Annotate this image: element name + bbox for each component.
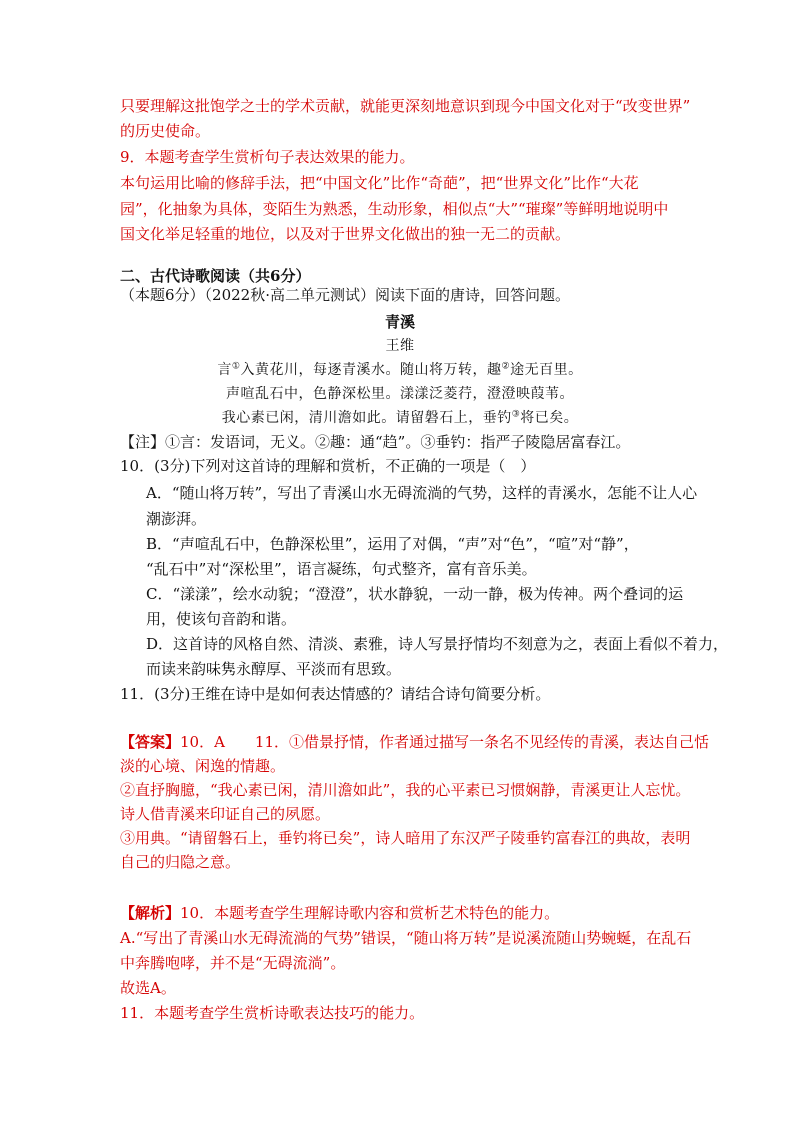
poem-line-1-part-c: 途无百里。: [510, 362, 583, 378]
answer-line-4: 诗人借青溪来印证自己的夙愿。: [120, 805, 331, 823]
footnote-marker-2: ②: [501, 361, 511, 372]
q10-stem: 10．(3分)下列对这首诗的理解和赏析，不正确的一项是（ ）: [120, 457, 536, 475]
answer-text-1: 10．A 11．①借景抒情，作者通过描写一条名不见经传的青溪，表达自己恬: [180, 733, 710, 751]
analysis-line-3: 中奔腾咆哮，并不是“无碍流淌”。: [120, 954, 346, 972]
q10-option-d-line-2: 而读来韵味隽永醇厚、平淡而有思致。: [146, 660, 402, 678]
answer-line-6: 自己的归隐之意。: [120, 853, 241, 871]
answer-line-5: ③用典。“请留磐石上，垂钓将已矣”，诗人暗用了东汉严子陵垂钓富春江的典故，表明: [120, 829, 691, 847]
answer-line-3: ②直抒胸臆，“我心素已闲，清川澹如此”，我的心平素已习惯娴静，青溪更让人忘忧。: [120, 781, 691, 799]
poem-line-1-part-b: 入黄花川，每逐青溪水。随山将万转，趣: [240, 362, 502, 378]
poem-author: 王维: [385, 338, 415, 354]
poem-line-3: [0, 408, 800, 428]
analysis-text-1: 10．本题考查学生理解诗歌内容和赏析艺术特色的能力。: [180, 904, 560, 922]
intro-line-2: 的历史使命。: [120, 122, 211, 140]
footnote-marker-3: ③: [511, 409, 521, 420]
analysis-line-4: 故选A。: [120, 979, 176, 997]
q10-option-a-line-1: A．“随山将万转”，写出了青溪山水无碍流淌的气势，这样的青溪水，怎能不让人心: [146, 484, 698, 502]
poem-title: 青溪: [384, 313, 415, 331]
q9-line-2: 园”，化抽象为具体，变陌生为熟悉，生动形象，相似点“大”“璀璨”等鲜明地说明中: [120, 200, 669, 218]
answer-tag: 【答案】: [120, 733, 181, 751]
q10-option-c-line-1: C．“漾漾”，绘水动貌；“澄澄”，状水静貌，一动一静，极为传神。两个叠词的运: [146, 585, 684, 603]
footnote-marker-1: ①: [231, 361, 241, 372]
poem-line-3-part-b: 将已矣。: [520, 410, 579, 426]
q10-option-b-line-1: B．“声喧乱石中，色静深松里”，运用了对偶，“声”对“色”，“喧”对“静”，: [146, 535, 639, 553]
answer-line-2: 淡的心境、闲逸的情趣。: [120, 757, 286, 775]
analysis-tag: 【解析】: [120, 904, 181, 922]
q9-line-3: 国文化举足轻重的地位，以及对于世界文化做出的独一无二的贡献。: [120, 225, 571, 243]
analysis-line-2: A.“写出了青溪山水无碍流淌的气势”错误，“随山将万转”是说溪流随山势蜿蜒，在乱石: [120, 929, 692, 947]
q9-line-1: 本句运用比喻的修辞手法，把“中国文化”比作“奇葩”，把“世界文化”比作“大花: [120, 174, 639, 192]
q10-option-b-line-2: “乱石中”对“深松里”，语言凝练，句式整齐，富有音乐美。: [146, 560, 537, 578]
poem-line-1: [0, 360, 800, 380]
analysis-line-5: 11．本题考查学生赏析诗歌表达技巧的能力。: [120, 1004, 425, 1022]
q9-title: 9．本题考查学生赏析句子表达效果的能力。: [120, 148, 415, 166]
analysis-line-1: [120, 903, 559, 923]
poem-note: 【注】①言：发语词，无义。②趣：通“趋”。③垂钓：指严子陵隐居富春江。: [120, 433, 631, 451]
poem-line-1-part-a: 言: [217, 362, 232, 378]
poem-line-2: 声喧乱石中，色静深松里。漾漾泛菱荇，澄澄映葭苇。: [226, 386, 574, 402]
answer-line-1: [120, 732, 709, 752]
intro-line-1: 只要理解这批饱学之士的学术贡献，就能更深刻地意识到现今中国文化对于“改变世界”: [120, 97, 691, 115]
q10-option-c-line-2: 用，使该句音韵和谐。: [146, 610, 297, 628]
section-heading: 二、古代诗歌阅读（共6分）: [120, 267, 311, 285]
q10-option-d-line-1: D．这首诗的风格自然、清淡、素雅，诗人写景抒情均不刻意为之，表面上看似不着力，: [146, 635, 729, 653]
q10-option-a-line-2: 潮澎湃。: [146, 510, 207, 528]
q11-stem: 11．(3分)王维在诗中是如何表达情感的？请结合诗句简要分析。: [120, 685, 551, 703]
section-instruction: （本题6分）（2022秋·高二单元测试）阅读下面的唐诗，回答问题。: [120, 286, 570, 304]
poem-line-3-part-a: 我心素已闲，清川澹如此。请留磐石上，垂钓: [221, 410, 512, 426]
